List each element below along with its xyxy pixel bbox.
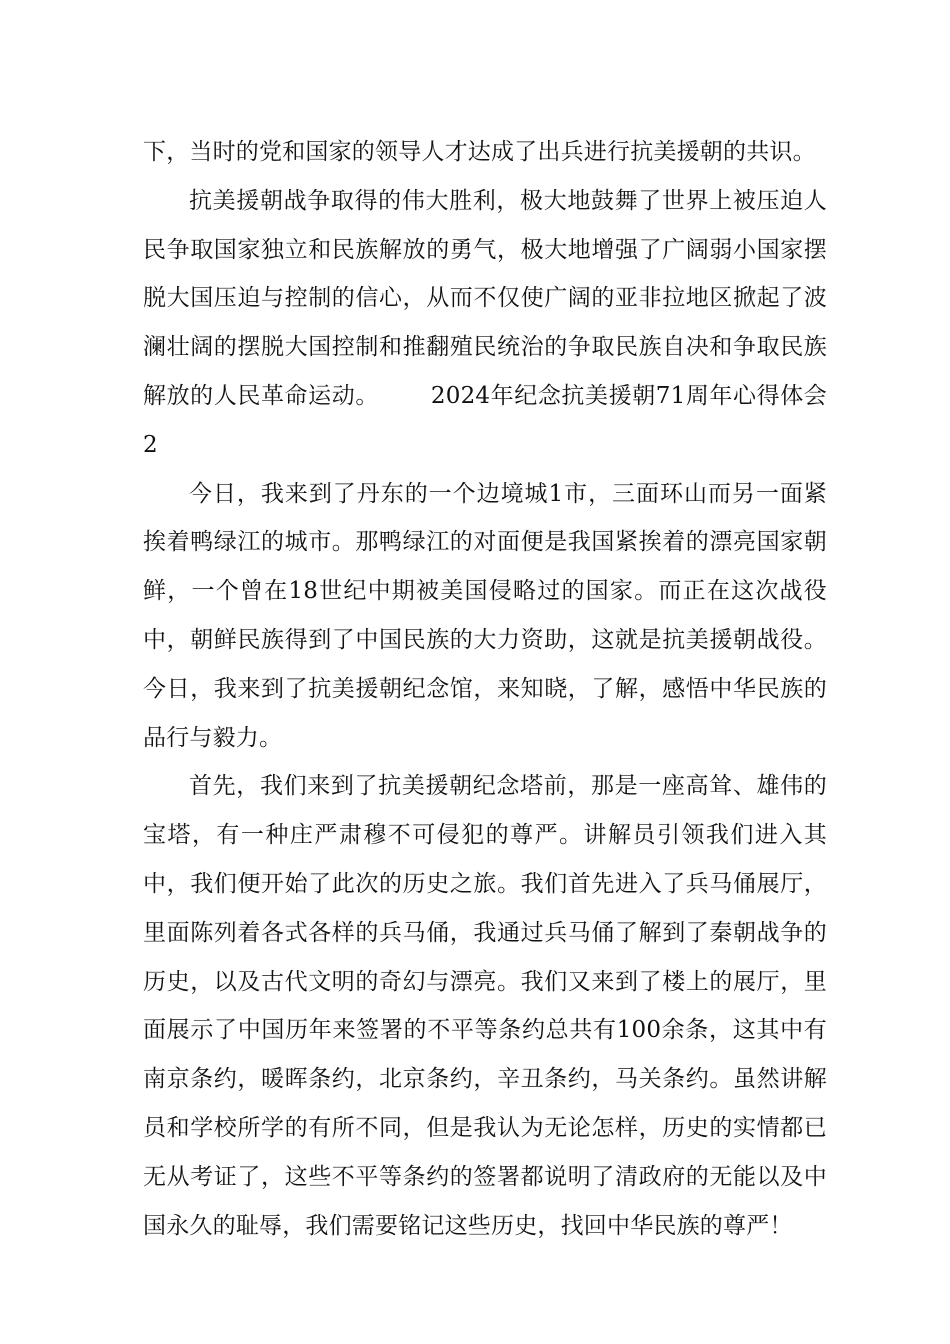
paragraph-3: 今日，我来到了丹东的一个边境城1市，三面环山而另一面紧挨着鸭绿江的城市。那鸭绿江的对面便是我国紧挨着的漂亮国家朝鲜，一个曾在18世纪中期被美国侵略过的国家。而正在这次战役中，朝鲜民族得到了中国民族的大力资助，这就是抗美援朝战役。今日，我来到了抗美援朝纪念馆，来知晓，了解，感悟中华民族的品行与毅力。 xyxy=(143,480,827,751)
paragraph-1: 下，当时的党和国家的领导人才达成了出兵进行抗美援朝的共识。 xyxy=(143,139,816,165)
paragraph-4: 首先，我们来到了抗美援朝纪念塔前，那是一座高耸、雄伟的宝塔，有一种庄严肃穆不可侵犯的尊严。讲解员引领我们进入其中，我们便开始了此次的历史之旅。我们首先进入了兵马俑展厅，里面陈列着各式各样的兵马俑，我通过兵马俑了解到了秦朝战争的历史，以及古代文明的奇幻与漂亮。我们又来到了楼上的展厅，里面展示了中国历年来签署的不平等条约总共有100余条，这其中有南京条约，暖晖条约，北京条约，辛丑条约，马关条约。虽然讲解员和学校所学的有所不同，但是我认为无论怎样，历史的实情都已无从考证了，这些不平等条约的签署都说明了清政府的无能以及中国永久的耻辱，我们需要铭记这些历史，找回中华民族的尊严！ xyxy=(143,773,827,1239)
document-body xyxy=(143,128,827,1250)
section-heading: 2024年纪念抗美援朝71周年心得体会2 xyxy=(143,382,827,458)
paragraph-2-text: 抗美援朝战争取得的伟大胜利，极大地鼓舞了世界上被压迫人民争取国家独立和民族解放的勇气，极大地增强了广阔弱小国家摆脱大国压迫与控制的信心，从而不仅使广阔的亚非拉地区掀起了波澜壮阔的摆脱大国控制和推翻殖民统治的争取民族自决和争取民族解放的人民革命运动。 xyxy=(143,187,827,409)
paragraph-2 xyxy=(143,177,827,470)
